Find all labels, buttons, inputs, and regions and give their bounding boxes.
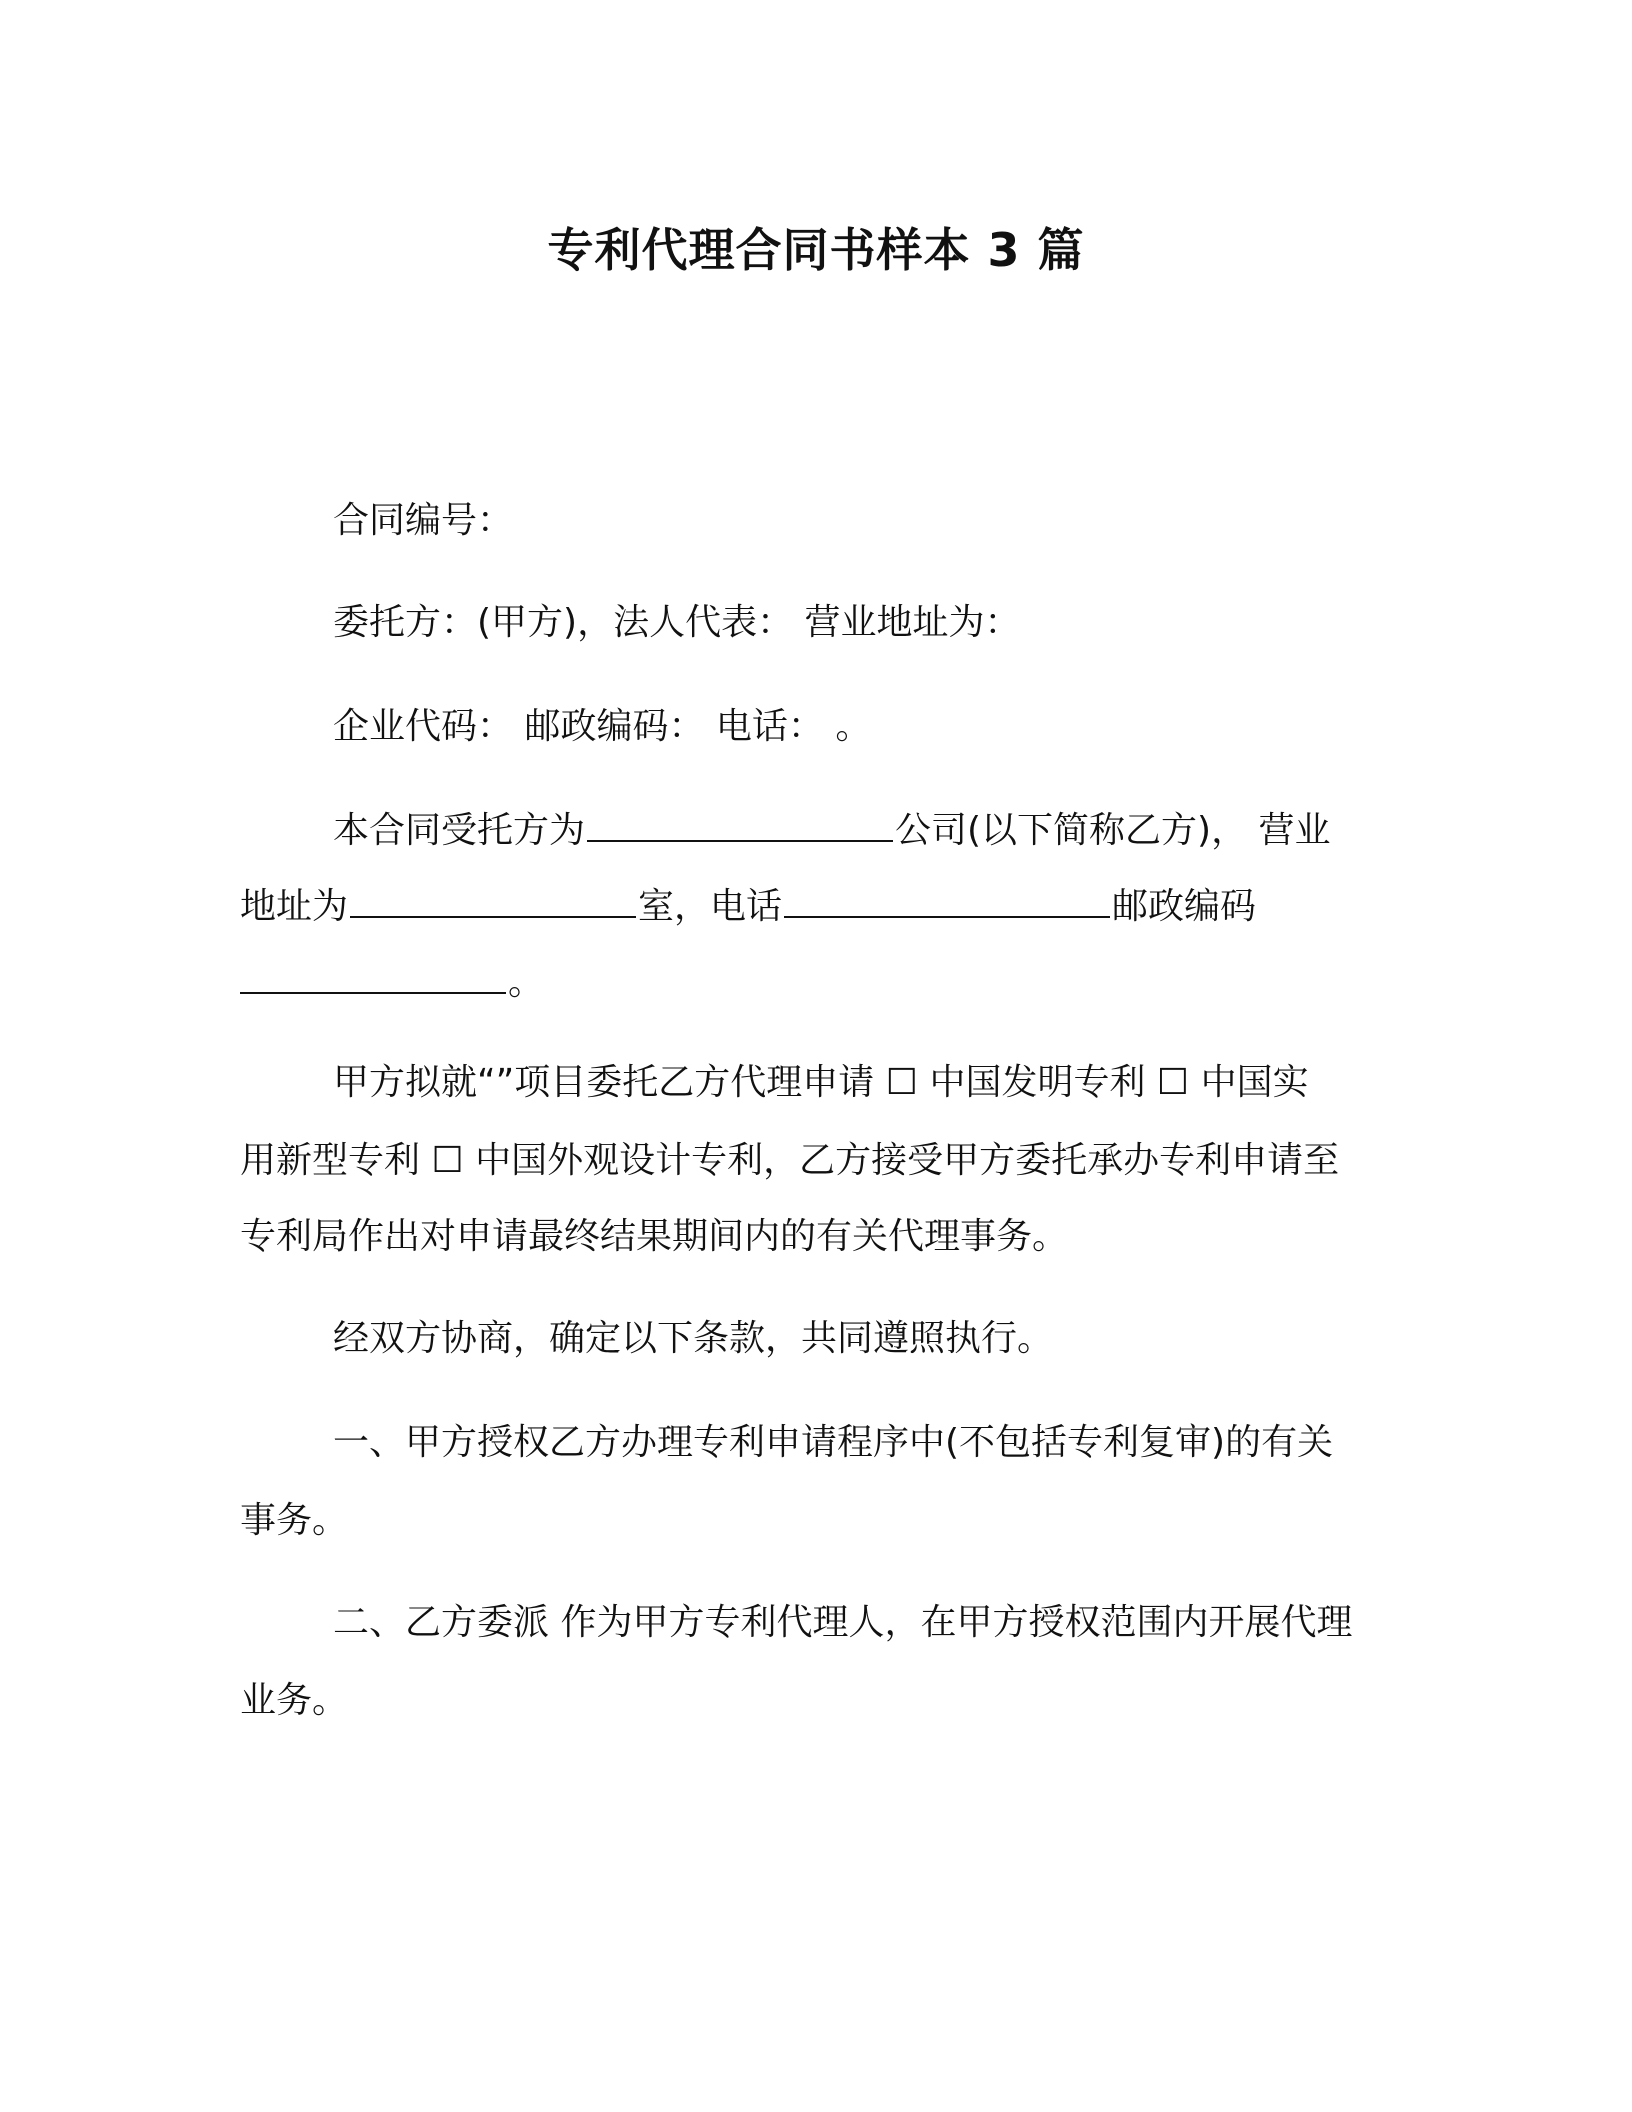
contract-number-line: 合同编号： xyxy=(333,500,514,541)
clause-1-line-2: 事务。 xyxy=(240,1500,349,1541)
room-phone-label: 室，电话 xyxy=(638,886,783,927)
postcode-label: 邮政编码 xyxy=(1112,886,1257,927)
postcode-blank xyxy=(240,956,506,994)
scope-paragraph-line-2: 用新型专利 ☐ 中国外观设计专利，乙方接受甲方委托承办专利申请至 xyxy=(240,1140,1340,1181)
agent-end-mark: 。 xyxy=(508,962,545,1003)
phone-blank xyxy=(784,880,1110,918)
clause-2-line-1: 二、乙方委派 作为甲方专利代理人，在甲方授权范围内开展代理 xyxy=(333,1602,1353,1643)
document-title: 专利代理合同书样本 3 篇 xyxy=(547,223,1085,277)
clause-1-line-1: 一、甲方授权乙方办理专利申请程序中(不包括专利复审)的有关 xyxy=(333,1422,1334,1463)
client-info-line: 委托方：(甲方)，法人代表： 营业地址为： xyxy=(333,602,1021,643)
scope-paragraph-line-3: 专利局作出对申请最终结果期间内的有关代理事务。 xyxy=(240,1216,1069,1257)
address-label: 地址为 xyxy=(240,886,349,927)
scope-paragraph-line-1: 甲方拟就“”项目委托乙方代理申请 ☐ 中国发明专利 ☐ 中国实 xyxy=(333,1062,1309,1103)
agent-suffix: 公司(以下简称乙方)， 营业 xyxy=(895,810,1331,851)
company-name-blank xyxy=(587,804,893,842)
clause-2-line-2: 业务。 xyxy=(240,1680,349,1721)
enterprise-code-line: 企业代码： 邮政编码： 电话： 。 xyxy=(333,706,872,747)
agent-label: 本合同受托方为 xyxy=(333,810,586,851)
agent-paragraph-line-3 xyxy=(240,956,544,1008)
agent-paragraph-line-1 xyxy=(333,804,1331,856)
address-blank xyxy=(350,880,636,918)
agent-paragraph-line-2 xyxy=(240,880,1256,932)
agreement-line: 经双方协商，确定以下条款，共同遵照执行。 xyxy=(333,1318,1054,1359)
